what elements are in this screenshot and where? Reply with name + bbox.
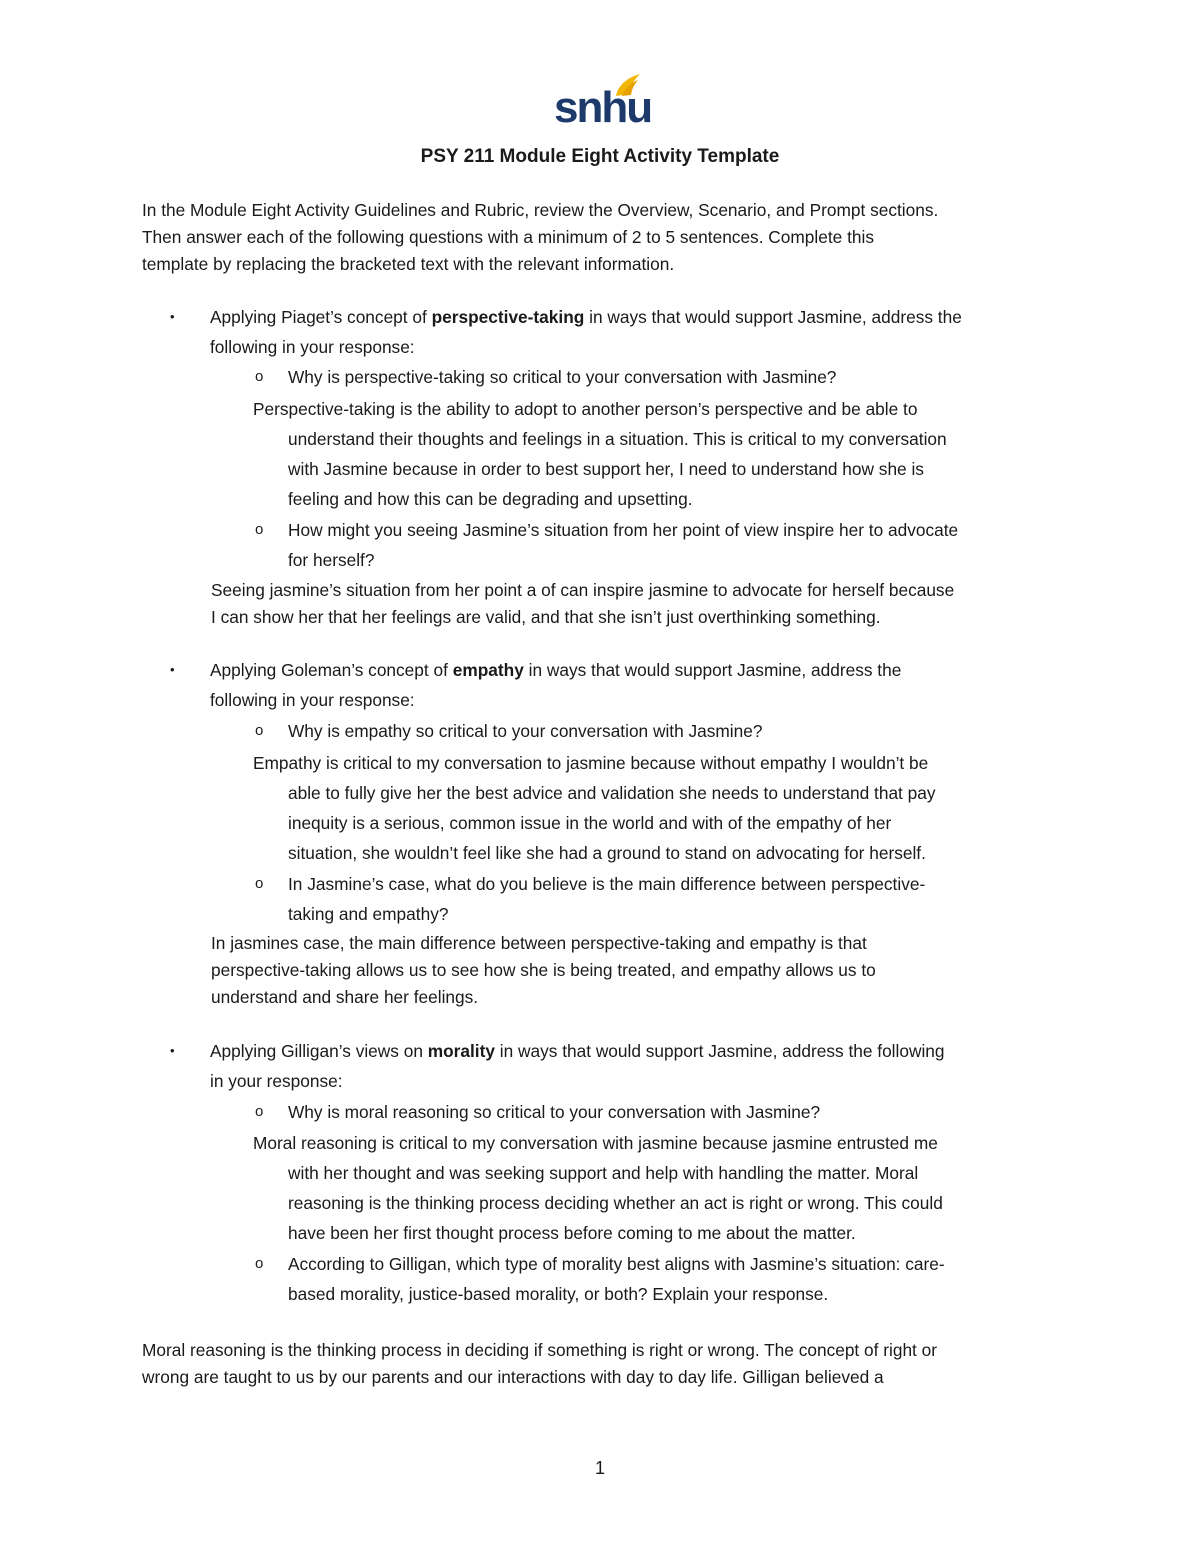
sub-bullet-icon: o	[255, 722, 264, 739]
page-title: PSY 211 Module Eight Activity Template	[420, 146, 780, 167]
section-lead: Applying Goleman’s concept of empathy in ways that would support Jasmine, address the	[210, 660, 902, 680]
intro-line: Then answer each of the following questions with a minimum of 2 to 5 sentences. Complete this	[142, 227, 874, 247]
answer-line: Perspective-taking is the ability to adopt to another person’s perspective and be able to	[253, 399, 918, 419]
question: According to Gilligan, which type of morality best aligns with Jasmine’s situation: care-	[288, 1254, 945, 1274]
answer-line: situation, she wouldn’t feel like she had a ground to stand on advocating for herself.	[288, 843, 926, 863]
answer-line: perspective-taking allows us to see how she is being treated, and empathy allows us to	[211, 960, 876, 980]
closing-line: Moral reasoning is the thinking process in deciding if something is right or wrong. The concept of right or	[142, 1340, 938, 1360]
answer-line: In jasmines case, the main difference between perspective-taking and empathy is that	[211, 933, 867, 953]
section-lead: Applying Gilligan’s views on morality in ways that would support Jasmine, address the following	[210, 1041, 945, 1061]
question: Why is perspective-taking so critical to your conversation with Jasmine?	[288, 367, 837, 387]
sub-bullet-icon: o	[255, 1255, 264, 1272]
section-lead-cont: following in your response:	[210, 690, 415, 710]
answer-line: with Jasmine because in order to best support her, I need to understand how she is	[288, 459, 924, 479]
question: Why is empathy so critical to your conversation with Jasmine?	[288, 721, 763, 741]
intro-line: template by replacing the bracketed text with the relevant information.	[142, 254, 675, 274]
section-lead: Applying Piaget’s concept of perspective-taking in ways that would support Jasmine, address the	[210, 307, 962, 327]
answer-line: I can show her that her feelings are valid, and that she isn’t just overthinking something.	[211, 607, 881, 627]
bullet-icon: •	[170, 662, 175, 677]
question: How might you seeing Jasmine’s situation from her point of view inspire her to advocate	[288, 520, 959, 540]
sub-bullet-icon: o	[255, 1103, 264, 1120]
sub-bullet-icon: o	[255, 875, 264, 892]
question: Why is moral reasoning so critical to your conversation with Jasmine?	[288, 1102, 821, 1122]
answer-line: understand and share her feelings.	[211, 987, 479, 1007]
answer-line: feeling and how this can be degrading and upsetting.	[288, 489, 693, 509]
answer-line: reasoning is the thinking process deciding whether an act is right or wrong. This could	[288, 1193, 943, 1213]
bullet-icon: •	[170, 1043, 175, 1058]
answer-line: have been her first thought process before coming to me about the matter.	[288, 1223, 856, 1243]
section-lead-cont: in your response:	[210, 1071, 343, 1091]
answer-line: inequity is a serious, common issue in the world and with of the empathy of her	[288, 813, 892, 833]
answer-line: understand their thoughts and feelings in a situation. This is critical to my conversation	[288, 429, 947, 449]
sub-bullet-icon: o	[255, 521, 264, 538]
answer-line: Moral reasoning is critical to my conversation with jasmine because jasmine entrusted me	[253, 1133, 938, 1153]
section-lead-cont: following in your response:	[210, 337, 415, 357]
question: based morality, justice-based morality, or both? Explain your response.	[288, 1284, 829, 1304]
question: In Jasmine’s case, what do you believe is the main difference between perspective-	[288, 874, 926, 894]
intro-line: In the Module Eight Activity Guidelines and Rubric, review the Overview, Scenario, and Prompt sections.	[142, 200, 939, 220]
question: for herself?	[288, 550, 375, 570]
question: taking and empathy?	[288, 904, 449, 924]
answer-line: Empathy is critical to my conversation to jasmine because without empathy I wouldn’t be	[253, 753, 929, 773]
logo-wordmark: snhu	[554, 83, 652, 132]
page-number: 1	[594, 1458, 605, 1478]
snhu-logo	[552, 72, 652, 134]
bullet-icon: •	[170, 309, 175, 324]
sub-bullet-icon: o	[255, 368, 264, 385]
answer-line: Seeing jasmine’s situation from her point a of can inspire jasmine to advocate for herself because	[211, 580, 955, 600]
answer-line: with her thought and was seeking support and help with handling the matter. Moral	[288, 1163, 919, 1183]
closing-line: wrong are taught to us by our parents and our interactions with day to day life. Gilligan believed a	[142, 1367, 884, 1387]
answer-line: able to fully give her the best advice and validation she needs to understand that pay	[288, 783, 936, 803]
